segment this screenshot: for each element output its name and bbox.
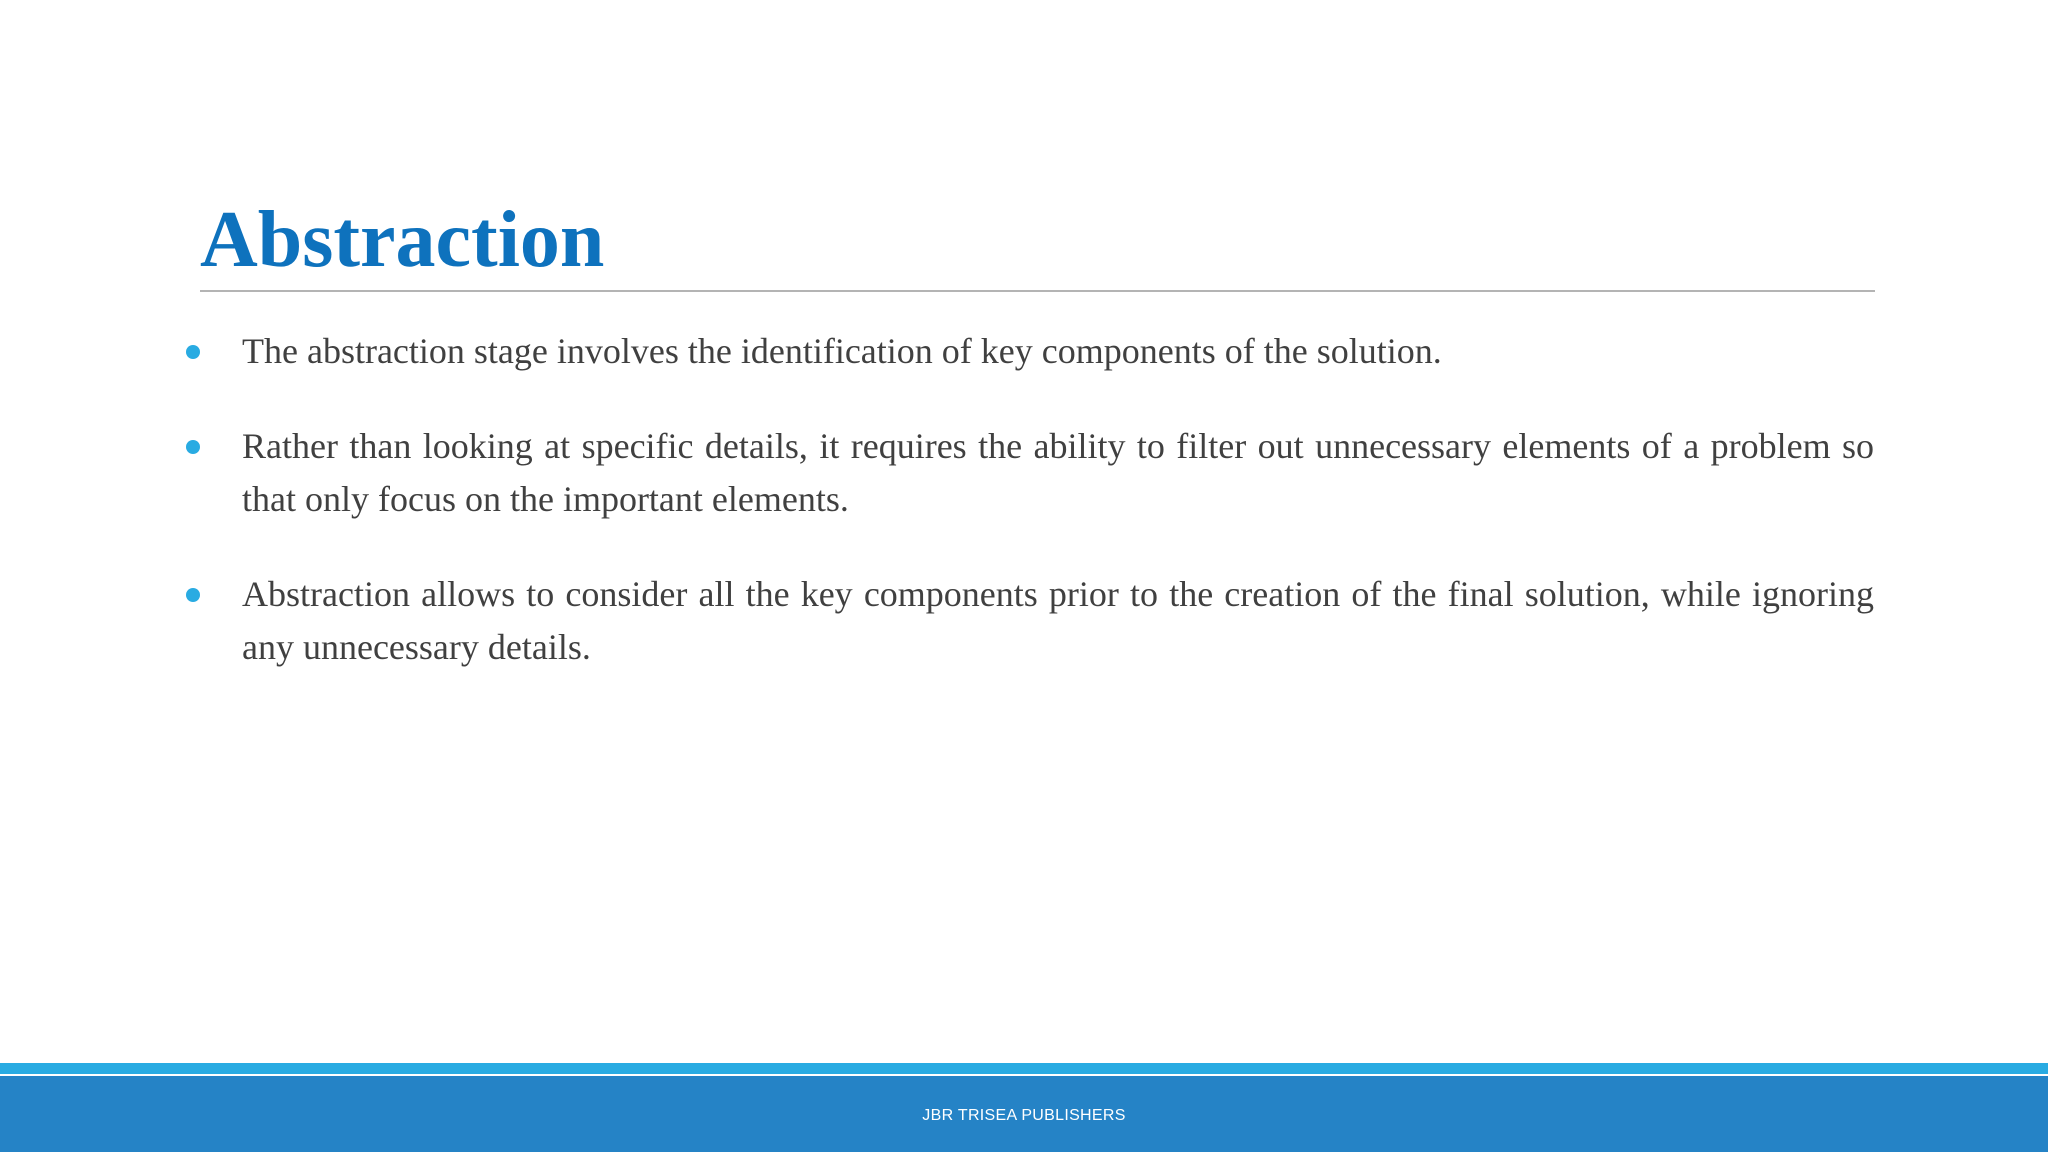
bullet-dot-icon [186,345,200,359]
footer-publisher-text: JBR TRISEA PUBLISHERS [922,1107,1126,1124]
bullet-text: Abstraction allows to consider all the key components prior to the creation of the final solution, while ignoring any unnecessary details. [242,574,1874,667]
bullet-text: The abstraction stage involves the identification of key components of the solution. [242,331,1442,371]
bullet-item [242,568,1874,674]
title-divider [200,290,1875,292]
bullet-dot-icon [186,440,200,454]
footer-accent-stripe [0,1063,2048,1074]
slide-title: Abstraction [200,196,605,284]
bullet-dot-icon [186,588,200,602]
bullet-item [242,325,1874,378]
bullet-text: Rather than looking at specific details, it requires the ability to filter out unnecessary elements of a problem so that only focus on the important elements. [242,426,1874,519]
bullet-item [242,420,1874,526]
